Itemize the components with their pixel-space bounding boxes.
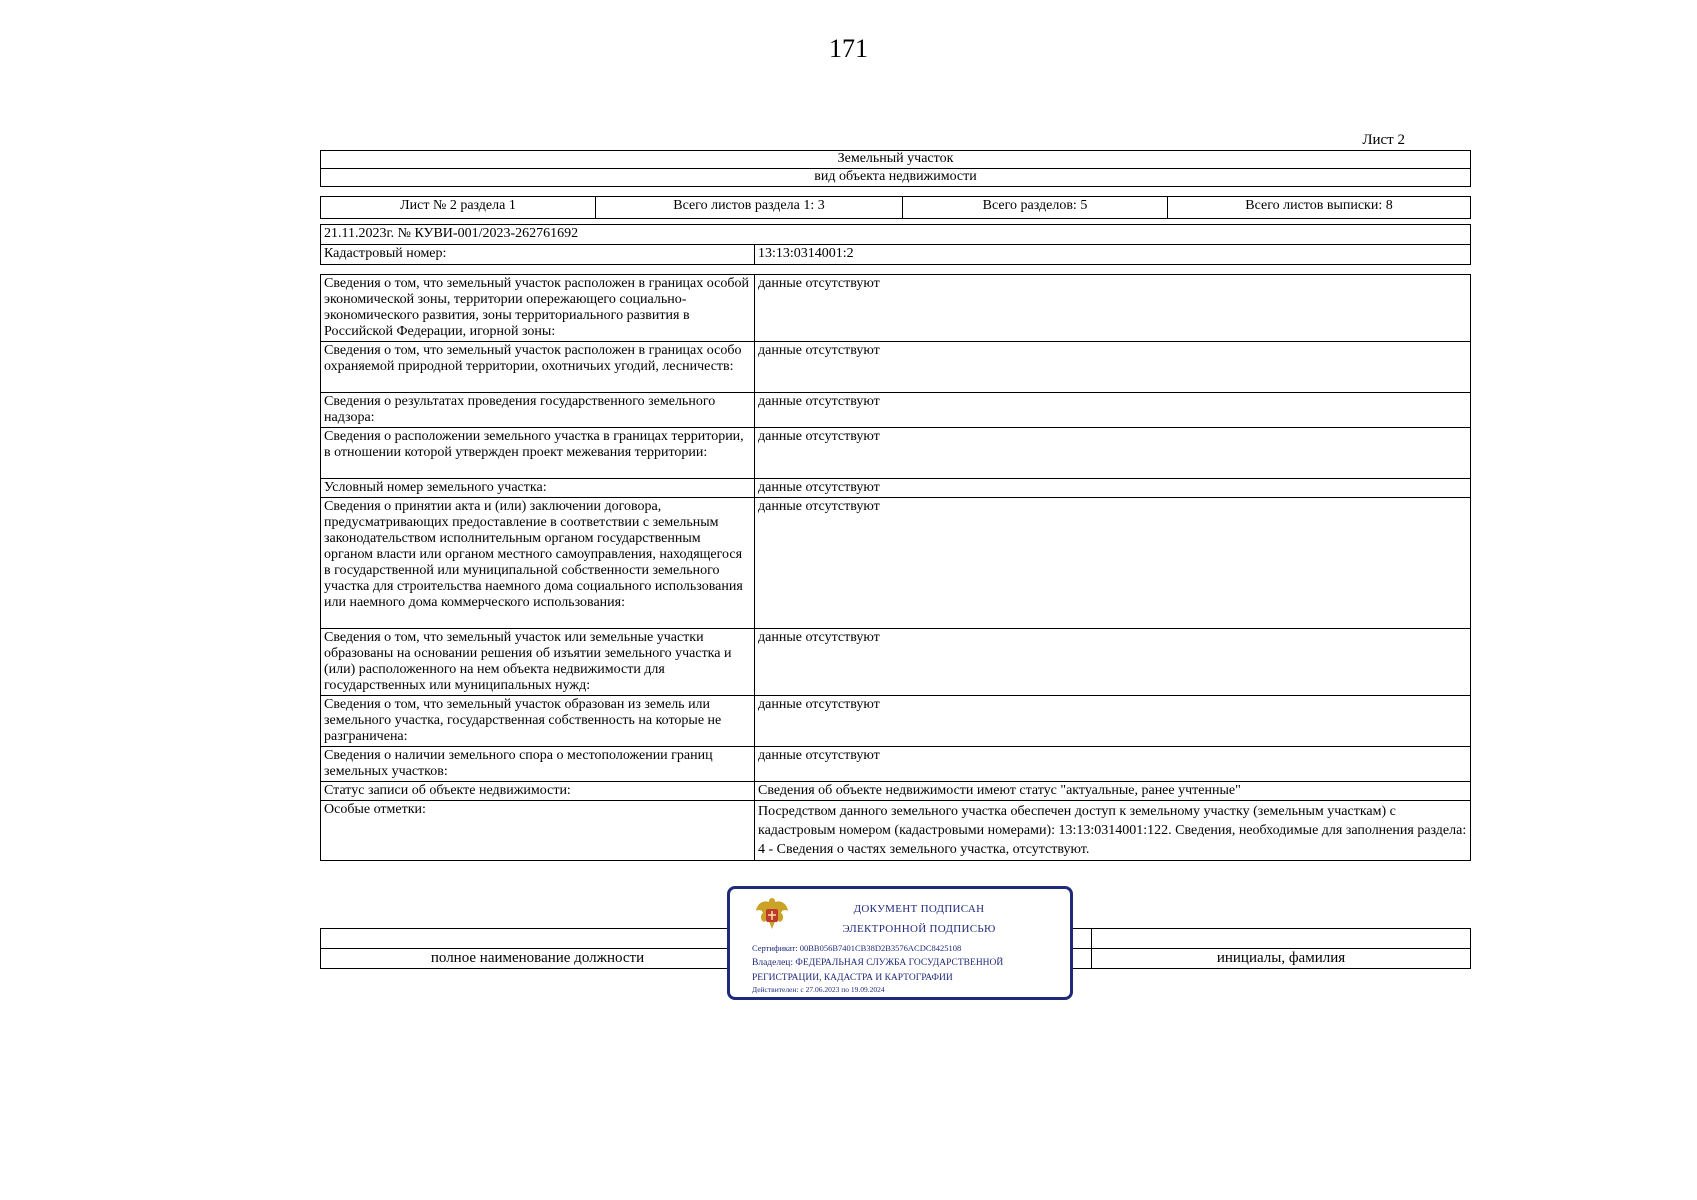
object-type-caption: вид объекта недвижимости	[321, 169, 1471, 187]
table-row	[321, 275, 1471, 342]
coat-of-arms-icon	[752, 895, 792, 935]
stamp-validity: Действителен: с 27.06.2023 по 19.09.2024	[752, 985, 885, 994]
row-value: данные отсутствуют	[755, 629, 1471, 696]
extract-id: 21.11.2023г. № КУВИ-001/2023-262761692	[321, 225, 1471, 245]
row-value: данные отсутствуют	[755, 428, 1471, 479]
row-label: Сведения о том, что земельный участок расположен в границах особой экономической зоны, территории опережающего социально-экономического развития, зоны территориального развития в Российской Федерации, игорной зоны:	[321, 275, 755, 342]
sheet-label: Лист 2	[1362, 132, 1405, 148]
stamp-owner-line2: РЕГИСТРАЦИИ, КАДАСТРА И КАРТОГРАФИИ	[752, 973, 953, 983]
total-sheets-section: Всего листов раздела 1: 3	[596, 197, 903, 219]
total-sheets-extract: Всего листов выписки: 8	[1168, 197, 1471, 219]
row-label: Сведения о принятии акта и (или) заключении договора, предусматривающих предоставление в соответствии с земельным законодательством исполнительным органом государственным органом власти или органом местного самоуправления, находящегося в государственной или муниципальной собственности земельного участка для строительства наемного дома социального использования или наемного дома коммерческого использования:	[321, 498, 755, 629]
row-value: данные отсутствуют	[755, 275, 1471, 342]
row-label: Сведения о том, что земельный участок образован из земель или земельного участка, государственная собственность на которые не разграничена:	[321, 696, 755, 747]
stamp-title-line1: ДОКУМЕНТ ПОДПИСАН	[853, 903, 985, 915]
row-value: Посредством данного земельного участка обеспечен доступ к земельному участку (земельным участкам) с кадастровым номером (кадастровыми номерами): 13:13:0314001:122. Сведения, необходимые для заполнения раздела: 4 - Сведения о частях земельного участка, отсутствуют.	[755, 801, 1471, 861]
cadastral-value: 13:13:0314001:2	[755, 245, 1471, 265]
object-type: Земельный участок	[321, 151, 1471, 169]
name-caption: инициалы, фамилия	[1092, 949, 1471, 969]
table-row	[321, 393, 1471, 428]
row-value: данные отсутствуют	[755, 393, 1471, 428]
table-row	[321, 629, 1471, 696]
row-label: Сведения о результатах проведения государственного земельного надзора:	[321, 393, 755, 428]
row-value: данные отсутствуют	[755, 479, 1471, 498]
table-row	[321, 428, 1471, 479]
stamp-owner-line1: Владелец: ФЕДЕРАЛЬНАЯ СЛУЖБА ГОСУДАРСТВЕННОЙ	[752, 958, 1004, 968]
position-caption: полное наименование должности	[321, 949, 755, 969]
row-value: данные отсутствуют	[755, 342, 1471, 393]
row-label: Сведения о том, что земельный участок или земельные участки образованы на основании решения об изъятии земельного участка и (или) расположенного на нем объекта недвижимости для государственных или муниципальных нужд:	[321, 629, 755, 696]
row-label: Условный номер земельного участка:	[321, 479, 755, 498]
row-label: Сведения о наличии земельного спора о местоположении границ земельных участков:	[321, 747, 755, 782]
page-number: 171	[829, 34, 868, 63]
stamp-certificate: Сертификат: 00BB056B7401CB38D2B3576ACDC8425108	[752, 943, 962, 953]
row-value: данные отсутствуют	[755, 498, 1471, 629]
table-row	[321, 342, 1471, 393]
row-value: данные отсутствуют	[755, 747, 1471, 782]
sheet-counts-table	[320, 196, 1471, 219]
table-row	[321, 696, 1471, 747]
row-label: Особые отметки:	[321, 801, 755, 861]
cadastral-label: Кадастровый номер:	[321, 245, 755, 265]
table-row	[321, 801, 1471, 861]
total-sections: Всего разделов: 5	[903, 197, 1168, 219]
row-label: Статус записи об объекте недвижимости:	[321, 782, 755, 801]
stamp-title-line2: ЭЛЕКТРОННОЙ ПОДПИСЬЮ	[842, 923, 996, 935]
row-label: Сведения о том, что земельный участок расположен в границах особо охраняемой природной территории, охотничьих угодий, лесничеств:	[321, 342, 755, 393]
table-row	[321, 498, 1471, 629]
object-type-table	[320, 150, 1471, 187]
table-row	[321, 479, 1471, 498]
row-value: Сведения об объекте недвижимости имеют статус "актуальные, ранее учтенные"	[755, 782, 1471, 801]
position-blank	[321, 929, 755, 949]
table-row	[321, 747, 1471, 782]
extract-id-table	[320, 224, 1471, 265]
sheet-of-section: Лист № 2 раздела 1	[321, 197, 596, 219]
electronic-signature-stamp	[727, 886, 1073, 1000]
row-label: Сведения о расположении земельного участка в границах территории, в отношении которой утвержден проект межевания территории:	[321, 428, 755, 479]
table-row	[321, 782, 1471, 801]
row-value: данные отсутствуют	[755, 696, 1471, 747]
parcel-details-table	[320, 274, 1471, 861]
name-blank	[1092, 929, 1471, 949]
